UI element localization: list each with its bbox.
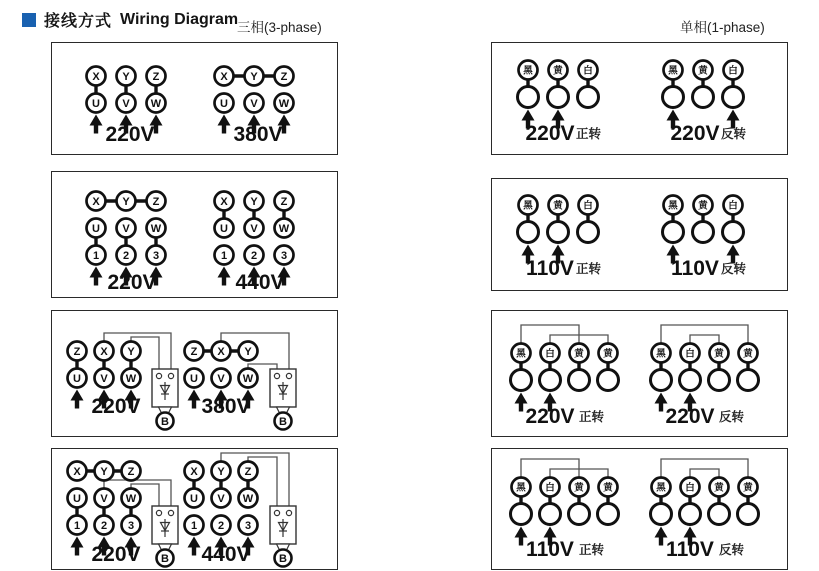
terminal-label: 黑 [516, 482, 526, 494]
terminal-label: U [92, 98, 100, 110]
voltage-label: 220V [105, 123, 155, 146]
terminal-label: Z [190, 346, 198, 358]
wiring-diagram-canvas [492, 311, 786, 435]
wiring-box-three-phase-cap-220-440 [51, 448, 338, 570]
diagram-220V [68, 333, 179, 430]
terminal-label: 白 [728, 65, 738, 77]
terminal-label: V [122, 223, 130, 235]
diagram-380V [215, 67, 294, 147]
terminal-label: Z [127, 466, 135, 478]
page-title-en: Wiring Diagram [120, 10, 239, 28]
wiring-box-three-phase-220-440 [51, 171, 338, 298]
terminal-circle [680, 504, 701, 525]
terminal-label: V [100, 493, 108, 505]
wiring-diagram-canvas [52, 172, 336, 296]
diagram-110V-正转 [511, 459, 619, 561]
wiring-box-single-phase-220 [491, 42, 788, 155]
terminal-B-label: B [279, 416, 287, 428]
capacitor-terminal-right [168, 373, 173, 378]
terminal-label: Y [250, 196, 258, 208]
rotation-label: 正转 [579, 543, 605, 557]
rotation-label: 反转 [721, 127, 747, 141]
wiring-diagram-canvas [492, 449, 786, 568]
accent-square-icon [22, 13, 36, 27]
terminal-circle [651, 370, 672, 391]
diagram-440V [215, 192, 294, 295]
terminal-label: 2 [217, 520, 225, 532]
terminal-label: Y [250, 71, 258, 83]
terminal-label: 白 [545, 482, 555, 494]
terminal-circle [663, 87, 684, 108]
diagram-220V-正转 [518, 61, 602, 146]
page-title-zh: 接线方式 [44, 13, 113, 30]
terminal-label: Y [122, 71, 130, 83]
rotation-label: 反转 [719, 410, 745, 424]
terminal-label: 黄 [574, 348, 584, 360]
wiring-box-three-phase-220-380 [51, 42, 338, 155]
terminal-label: Z [280, 71, 288, 83]
voltage-label: 440V [201, 543, 251, 566]
terminal-circle [548, 87, 569, 108]
terminal-label: U [73, 493, 81, 505]
terminal-circle [548, 222, 569, 243]
voltage-label: 220V [525, 405, 575, 428]
terminal-circle [723, 87, 744, 108]
terminal-circle [511, 504, 532, 525]
terminal-label: Z [73, 346, 81, 358]
voltage-label: 380V [233, 123, 283, 146]
diagram-220V-反转 [651, 325, 759, 428]
power-arrow-icon [218, 267, 231, 286]
terminal-label: W [150, 223, 162, 235]
voltage-label: 110V [526, 257, 574, 280]
power-arrow-icon [90, 115, 103, 134]
terminal-label: 黄 [603, 482, 613, 494]
capacitor-terminal-right [168, 510, 173, 515]
terminal-label: 黑 [523, 200, 533, 212]
terminal-B-label: B [279, 553, 287, 565]
terminal-circle [598, 370, 619, 391]
terminal-label: 黄 [698, 65, 708, 77]
wiring-diagram-canvas [52, 449, 336, 568]
diagram-220V-正转 [511, 325, 619, 428]
voltage-label: 110V [671, 257, 719, 280]
terminal-label: 3 [127, 520, 135, 532]
terminal-label: 黑 [668, 65, 678, 77]
terminal-circle [738, 370, 759, 391]
power-arrow-icon [188, 537, 201, 556]
diagram-220V [68, 462, 179, 567]
terminal-label: 黑 [523, 65, 533, 77]
terminal-label: 黄 [714, 348, 724, 360]
capacitor-terminal-left [274, 510, 279, 515]
terminal-label: 黄 [603, 348, 613, 360]
terminal-label: 3 [152, 250, 160, 262]
rotation-label: 反转 [721, 262, 747, 276]
terminal-label: V [250, 223, 258, 235]
terminal-label: V [122, 98, 130, 110]
rotation-label: 正转 [576, 262, 602, 276]
terminal-label: U [73, 373, 81, 385]
terminal-label: Z [152, 196, 160, 208]
terminal-circle [540, 504, 561, 525]
terminal-label: W [125, 373, 137, 385]
terminal-label: W [242, 493, 254, 505]
terminal-label: Y [100, 466, 108, 478]
three-phase-section-label: 三相(3-phase) [237, 20, 322, 35]
terminal-circle [709, 370, 730, 391]
terminal-label: 黄 [743, 348, 753, 360]
terminal-label: 3 [280, 250, 288, 262]
terminal-circle [540, 370, 561, 391]
terminal-label: 黄 [574, 482, 584, 494]
terminal-label: W [242, 373, 254, 385]
capacitor-terminal-left [274, 373, 279, 378]
voltage-label: 440V [235, 271, 285, 294]
voltage-label: 220V [91, 543, 141, 566]
terminal-label: 白 [728, 200, 738, 212]
terminal-label: X [92, 196, 100, 208]
terminal-label: Y [127, 346, 135, 358]
terminal-label: 白 [583, 200, 593, 212]
terminal-label: 白 [685, 482, 695, 494]
diagram-380V [185, 333, 297, 430]
terminal-circle [598, 504, 619, 525]
terminal-label: 1 [220, 250, 228, 262]
terminal-label: X [217, 346, 225, 358]
page-header [22, 8, 238, 31]
terminal-label: U [92, 223, 100, 235]
wiring-box-single-phase-110 [491, 178, 788, 291]
power-arrow-icon [71, 390, 84, 409]
terminal-label: 2 [122, 250, 130, 262]
terminal-circle [693, 87, 714, 108]
terminal-circle [651, 504, 672, 525]
terminal-label: W [278, 223, 290, 235]
terminal-label: X [92, 71, 100, 83]
terminal-circle [569, 370, 590, 391]
terminal-label: 黄 [743, 482, 753, 494]
terminal-label: X [220, 71, 228, 83]
diagram-220V [87, 67, 166, 147]
terminal-circle [738, 504, 759, 525]
terminal-label: 1 [73, 520, 81, 532]
terminal-B-label: B [161, 553, 169, 565]
terminal-label: V [217, 373, 225, 385]
terminal-circle [518, 87, 539, 108]
terminal-label: X [73, 466, 81, 478]
terminal-label: Z [244, 466, 252, 478]
terminal-label: 黑 [656, 348, 666, 360]
power-arrow-icon [218, 115, 231, 134]
terminal-label: 3 [244, 520, 252, 532]
terminal-label: 2 [100, 520, 108, 532]
terminal-label: 黑 [516, 348, 526, 360]
terminal-label: 2 [250, 250, 258, 262]
terminal-circle [511, 370, 532, 391]
voltage-label: 220V [107, 271, 157, 294]
terminal-label: 黄 [553, 200, 563, 212]
capacitor-terminal-left [156, 510, 161, 515]
power-arrow-icon [727, 245, 740, 264]
terminal-label: V [100, 373, 108, 385]
rotation-label: 正转 [579, 410, 605, 424]
jumper-wire [661, 325, 748, 344]
terminal-label: Y [122, 196, 130, 208]
diagram-110V-反转 [663, 196, 747, 281]
wiring-diagram-canvas [492, 179, 786, 289]
diagram-110V-反转 [651, 459, 759, 561]
terminal-circle [569, 504, 590, 525]
voltage-label: 380V [201, 395, 251, 418]
diagram-440V [185, 453, 297, 567]
terminal-B-label: B [161, 416, 169, 428]
diagram-110V-正转 [518, 196, 602, 281]
voltage-label: 220V [670, 122, 720, 145]
terminal-label: X [190, 466, 198, 478]
terminal-circle [723, 222, 744, 243]
terminal-label: 1 [190, 520, 198, 532]
terminal-label: Y [217, 466, 225, 478]
terminal-label: 白 [583, 65, 593, 77]
voltage-label: 220V [91, 395, 141, 418]
power-arrow-icon [90, 267, 103, 286]
terminal-label: U [190, 493, 198, 505]
terminal-circle [709, 504, 730, 525]
terminal-label: V [250, 98, 258, 110]
terminal-label: 黄 [714, 482, 724, 494]
terminal-label: 白 [545, 348, 555, 360]
terminal-label: U [220, 223, 228, 235]
rotation-label: 反转 [719, 543, 745, 557]
terminal-circle [693, 222, 714, 243]
capacitor-terminal-left [156, 373, 161, 378]
voltage-label: 110V [666, 538, 714, 561]
terminal-label: W [278, 98, 290, 110]
terminal-label: 黑 [668, 200, 678, 212]
terminal-label: 黑 [656, 482, 666, 494]
terminal-label: W [150, 98, 162, 110]
jumper-wire [661, 459, 748, 478]
voltage-label: 220V [665, 405, 715, 428]
diagram-220V [87, 192, 166, 295]
terminal-label: X [100, 346, 108, 358]
wiring-diagram-canvas [492, 43, 786, 153]
terminal-label: 白 [685, 348, 695, 360]
terminal-label: Z [280, 196, 288, 208]
single-phase-section-label: 单相(1-phase) [680, 20, 765, 35]
voltage-label: 220V [525, 122, 575, 145]
terminal-circle [680, 370, 701, 391]
power-arrow-icon [71, 537, 84, 556]
power-arrow-icon [188, 390, 201, 409]
terminal-label: Y [244, 346, 252, 358]
wiring-box-single-phase-4wire-220 [491, 310, 788, 437]
diagram-220V-反转 [663, 61, 747, 146]
voltage-label: 110V [526, 538, 574, 561]
jumper-wire [690, 335, 719, 344]
wiring-diagram-canvas [52, 43, 336, 153]
jumper-wire [690, 469, 719, 478]
rotation-label: 正转 [576, 127, 602, 141]
wiring-box-three-phase-cap-220-380 [51, 310, 338, 437]
capacitor-terminal-right [286, 373, 291, 378]
wiring-box-single-phase-4wire-110 [491, 448, 788, 570]
terminal-circle [578, 222, 599, 243]
terminal-label: X [220, 196, 228, 208]
wiring-diagram-canvas [52, 311, 336, 435]
terminal-circle [663, 222, 684, 243]
power-arrow-icon [727, 110, 740, 129]
terminal-label: U [220, 98, 228, 110]
terminal-label: 黄 [698, 200, 708, 212]
capacitor-terminal-right [286, 510, 291, 515]
terminal-label: 1 [92, 250, 100, 262]
terminal-label: W [125, 493, 137, 505]
terminal-label: Z [152, 71, 160, 83]
terminal-label: V [217, 493, 225, 505]
terminal-label: U [190, 373, 198, 385]
terminal-circle [578, 87, 599, 108]
terminal-circle [518, 222, 539, 243]
terminal-label: 黄 [553, 65, 563, 77]
